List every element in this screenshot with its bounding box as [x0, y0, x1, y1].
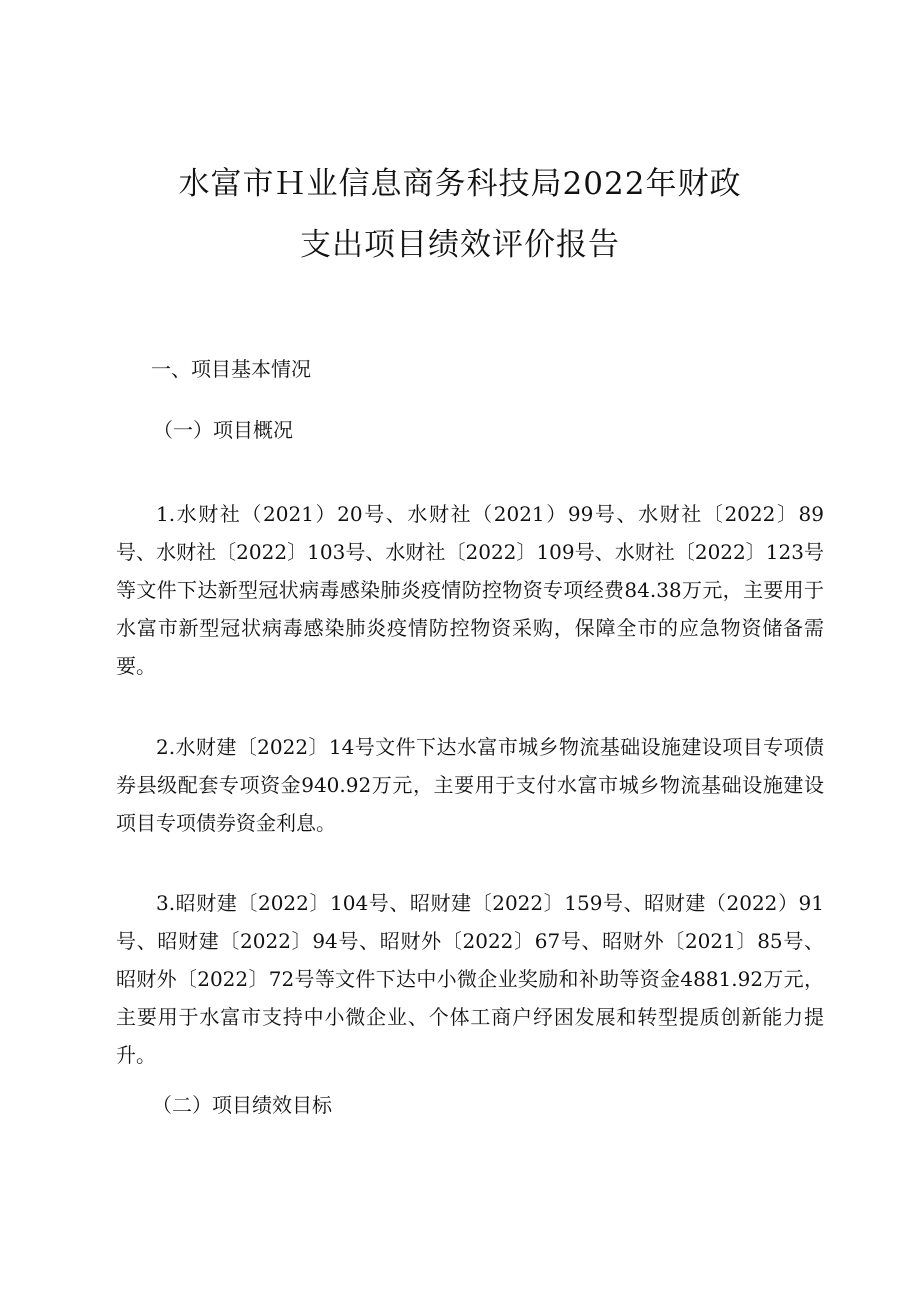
- subsection-heading-performance-goals: （二）项目绩效目标: [152, 1093, 332, 1117]
- paragraph-item-1: 1.水财社（2021）20号、水财社（2021）99号、水财社〔2022〕89号、水财社〔2022〕103号、水财社〔2022〕109号、水财社〔2022〕123号等文件下达新型冠状病毒感染肺炎疫情防控物资专项经费84.38万元，主要用于水富市新型冠状病毒感染肺炎疫情防控物资采购，保障全市的应急物资储备需要。: [116, 502, 824, 678]
- subsection-heading-overview: （一）项目概况: [153, 418, 293, 442]
- report-title-line-2: 支出项目绩效评价报告: [300, 227, 620, 263]
- paragraph-item-2: 2.水财建〔2022〕14号文件下达水富市城乡物流基础设施建设项目专项债券县级配套专项资金940.92万元，主要用于支付水富市城乡物流基础设施建设项目专项债券资金利息。: [116, 735, 824, 835]
- paragraph-item-3: 3.昭财建〔2022〕104号、昭财建〔2022〕159号、昭财建（2022）91号、昭财建〔2022〕94号、昭财外〔2022〕67号、昭财外〔2021〕85号、昭财外〔2022〕72号等文件下达中小微企业奖励和补助等资金4881.92万元，主要用于水富市支持中小微企业、个体工商户纾困发展和转型提质创新能力提升。: [116, 891, 824, 1067]
- report-title-line-1: 水富市Ｈ业信息商务科技局2022年财政: [178, 166, 742, 202]
- section-heading-basic-info: 一、项目基本情况: [151, 357, 311, 381]
